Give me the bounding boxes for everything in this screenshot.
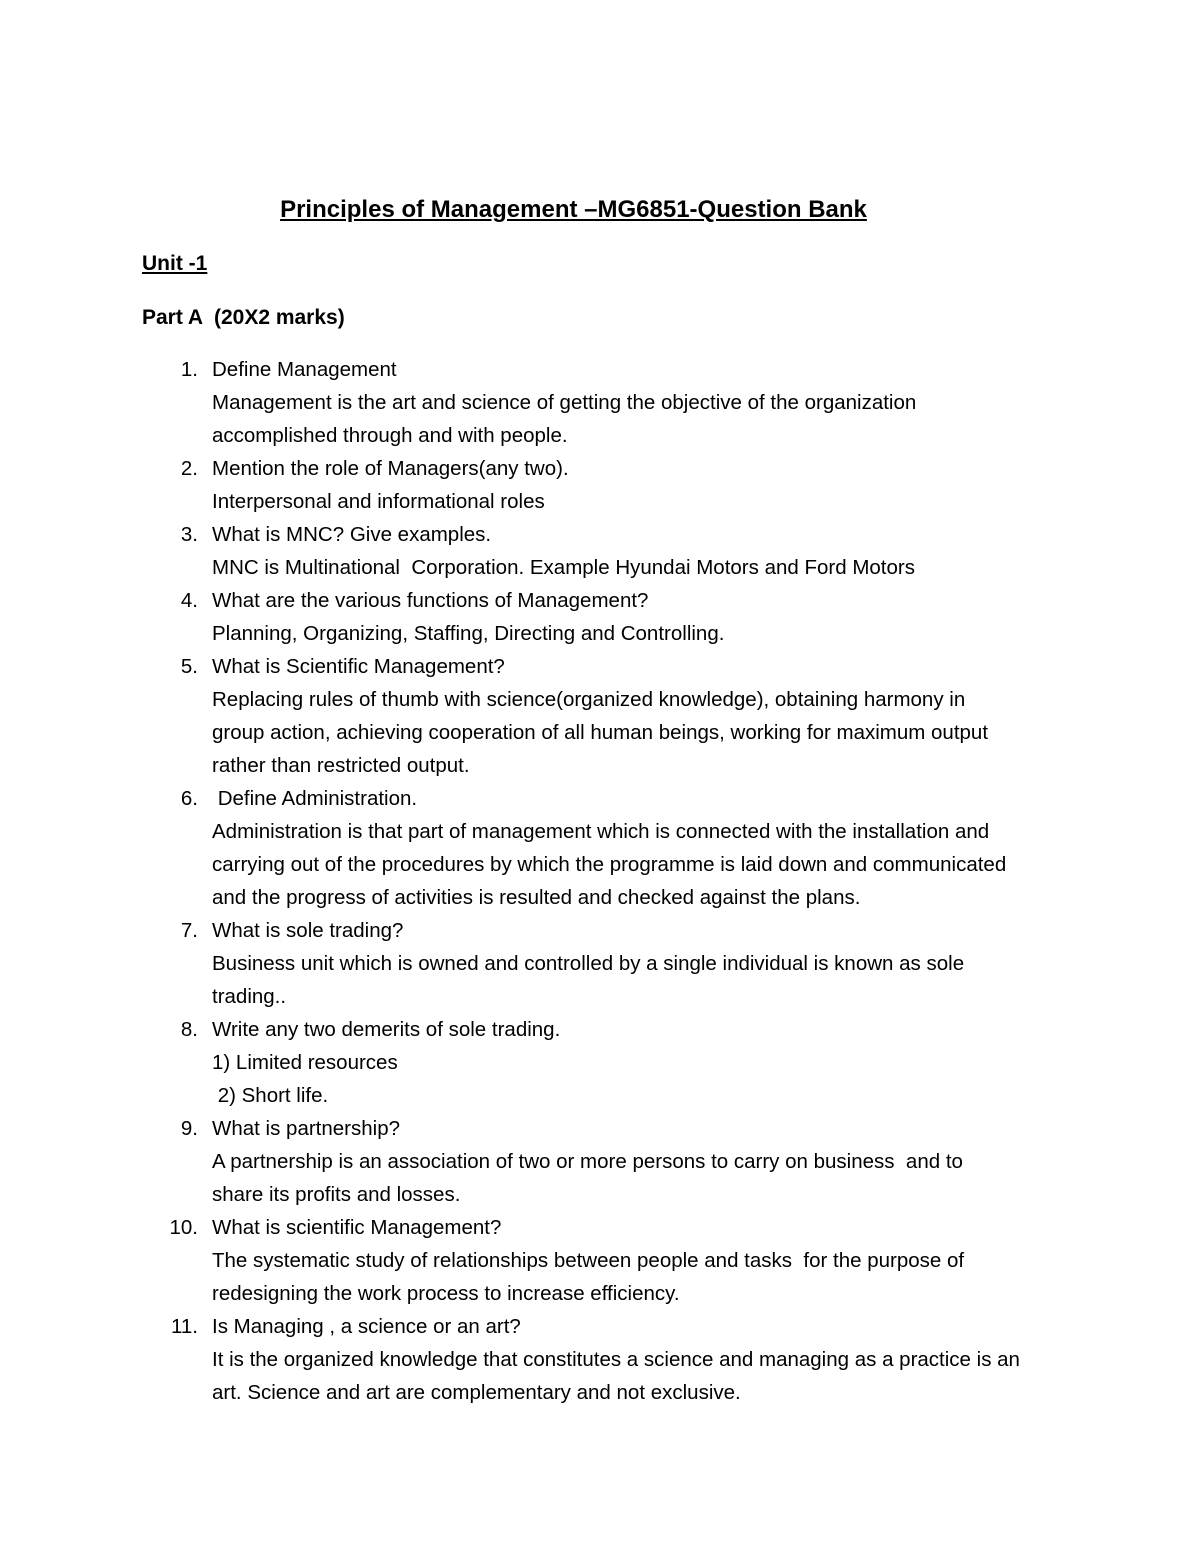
answer-line: and the progress of activities is resulted and checked against the plans.	[212, 886, 861, 909]
question-item	[0, 1013, 1200, 1112]
answer-line: Administration is that part of management which is connected with the installation and	[212, 820, 990, 843]
question-number: 5.	[180, 655, 198, 678]
question-list	[0, 353, 1200, 1409]
answer-line: trading..	[212, 985, 287, 1008]
answer-line: rather than restricted output.	[212, 754, 470, 777]
question-text: What is Scientific Management?	[212, 655, 505, 678]
question-text: What is sole trading?	[212, 919, 404, 942]
answer-line: accomplished through and with people.	[212, 424, 568, 447]
part-heading: Part A (20X2 marks)	[142, 306, 345, 329]
answer-line: It is the organized knowledge that constitutes a science and managing as a practice is an	[212, 1348, 1020, 1371]
answer-line: redesigning the work process to increase efficiency.	[212, 1282, 680, 1305]
question-number: 10.	[169, 1216, 198, 1239]
question-text: Write any two demerits of sole trading.	[212, 1018, 561, 1041]
question-item	[0, 353, 1200, 452]
question-text: Define Administration.	[212, 787, 418, 810]
answer-line: carrying out of the procedures by which the programme is laid down and communicated	[212, 853, 1007, 876]
question-item	[0, 1211, 1200, 1310]
answer-line: MNC is Multinational Corporation. Example Hyundai Motors and Ford Motors	[212, 556, 915, 579]
question-number: 1.	[180, 358, 198, 381]
question-item	[0, 914, 1200, 1013]
question-text: What is MNC? Give examples.	[212, 523, 492, 546]
answer-line: Planning, Organizing, Staffing, Directing and Controlling.	[212, 622, 725, 645]
answer-line: Management is the art and science of getting the objective of the organization	[212, 391, 917, 414]
answer-line: Business unit which is owned and controlled by a single individual is known as sole	[212, 952, 965, 975]
answer-line: group action, achieving cooperation of all human beings, working for maximum output	[212, 721, 989, 744]
question-number: 4.	[180, 589, 198, 612]
question-item	[0, 452, 1200, 518]
question-number: 6.	[180, 787, 198, 810]
question-number: 7.	[180, 919, 198, 942]
answer-line: 2) Short life.	[212, 1084, 329, 1107]
question-number: 11.	[171, 1315, 198, 1338]
question-text: What is scientific Management?	[212, 1216, 502, 1239]
answer-line: Replacing rules of thumb with science(organized knowledge), obtaining harmony in	[212, 688, 966, 711]
answer-line: share its profits and losses.	[212, 1183, 461, 1206]
question-item	[0, 782, 1200, 914]
question-text: What are the various functions of Management?	[212, 589, 649, 612]
answer-line: Interpersonal and informational roles	[212, 490, 545, 513]
question-text: Is Managing , a science or an art?	[212, 1315, 521, 1338]
unit-heading: Unit -1	[142, 252, 208, 275]
document-title: Principles of Management –MG6851-Question Bank	[280, 196, 867, 223]
question-item	[0, 1310, 1200, 1409]
question-number: 3.	[180, 523, 198, 546]
answer-line: The systematic study of relationships between people and tasks for the purpose of	[212, 1249, 965, 1272]
answer-line: A partnership is an association of two or more persons to carry on business and to	[212, 1150, 963, 1173]
question-number: 8.	[180, 1018, 198, 1041]
question-number: 2.	[180, 457, 198, 480]
question-text: Mention the role of Managers(any two).	[212, 457, 569, 480]
answer-line: 1) Limited resources	[212, 1051, 398, 1074]
answer-line: art. Science and art are complementary and not exclusive.	[212, 1381, 741, 1404]
question-item	[0, 584, 1200, 650]
question-item	[0, 650, 1200, 782]
question-text: Define Management	[212, 358, 397, 381]
question-text: What is partnership?	[212, 1117, 401, 1140]
question-item	[0, 1112, 1200, 1211]
question-item	[0, 518, 1200, 584]
question-number: 9.	[180, 1117, 198, 1140]
